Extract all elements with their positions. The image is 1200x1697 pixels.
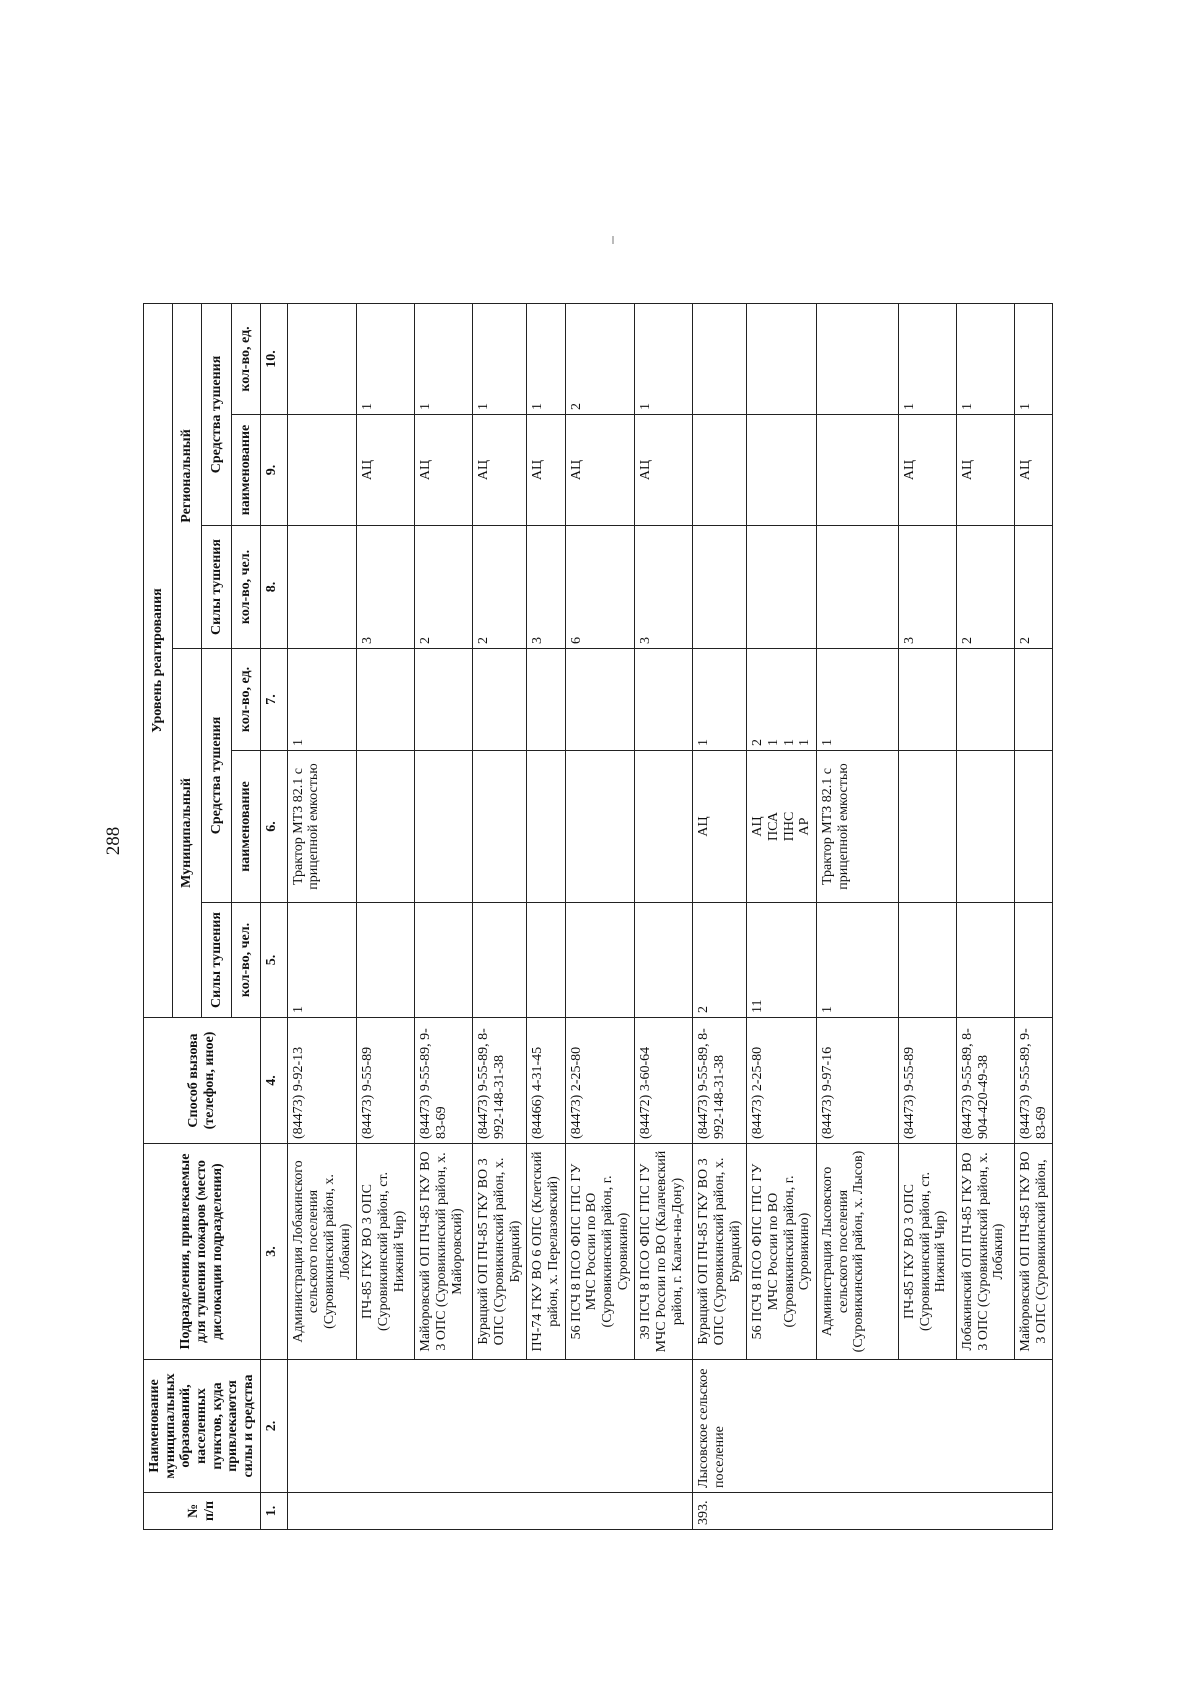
header-r-means: Средства тушения — [202, 303, 231, 525]
cell-m-means — [473, 751, 527, 903]
table-row — [473, 39, 527, 1529]
cell-r-forces — [287, 526, 357, 649]
table-row — [817, 39, 899, 1529]
cell-m-means — [957, 751, 1015, 903]
cell-m-forces: 1 — [817, 903, 899, 1018]
cell-r-forces: 3 — [635, 526, 693, 649]
cell-num — [899, 1493, 957, 1530]
cell-call: (84473) 9-55-89, 8-904-420-49-38 — [957, 1018, 1015, 1144]
cell-m-means: Трактор МТЗ 82.1 с прицепной емкостью — [817, 751, 899, 903]
cell-m-forces — [473, 903, 527, 1018]
cell-r-qty: 1 — [527, 303, 565, 414]
cell-m-qty — [899, 649, 957, 751]
cell-unit: 56 ПСЧ 8 ПСО ФПС ГПС ГУ МЧС России по ВО (Суровикинский район, г. Суровикино) — [565, 1144, 635, 1360]
table-body — [287, 39, 1053, 1529]
cell-mun — [1015, 1360, 1053, 1493]
cell-m-means — [527, 751, 565, 903]
cell-m-qty — [1015, 649, 1053, 751]
cell-r-qty — [817, 303, 899, 414]
cell-m-qty — [957, 649, 1015, 751]
cell-r-means — [747, 415, 817, 526]
cell-r-qty: 1 — [1015, 303, 1053, 414]
cell-num: 393. — [693, 1493, 747, 1530]
col-number: 7. — [260, 649, 287, 751]
cell-m-means — [357, 751, 415, 903]
cell-m-forces — [635, 903, 693, 1018]
cell-call: (84473) 9-92-13 — [287, 1018, 357, 1144]
header-call: Способ вызова (телефон, иное) — [144, 1018, 261, 1144]
cell-unit: Майоровский ОП ПЧ-85 ГКУ ВО 3 ОПС (Суровикинский район, х. Майоровский) — [415, 1144, 473, 1360]
cell-r-forces — [747, 526, 817, 649]
cell-r-forces: 2 — [1015, 526, 1053, 649]
cell-unit: ПЧ-85 ГКУ ВО 3 ОПС (Суровикинский район, ст. Нижний Чир) — [899, 1144, 957, 1360]
cell-r-forces: 3 — [527, 526, 565, 649]
col-number: 5. — [260, 903, 287, 1018]
cell-num — [635, 1493, 693, 1530]
cell-call: (84473) 2-25-80 — [747, 1018, 817, 1144]
cell-mun — [357, 1360, 415, 1493]
cell-m-forces — [1015, 903, 1053, 1018]
header-municipality: Наименование муниципальных образований, населенных пунктов, куда привлекаются силы и средства — [144, 1360, 261, 1493]
cell-r-qty: 1 — [899, 303, 957, 414]
cell-m-means: Трактор МТЗ 82.1 с прицепной емкостью — [287, 751, 357, 903]
cell-unit: Лобакинский ОП ПЧ-85 ГКУ ВО 3 ОПС (Суровикинский район, х. Лобакин) — [957, 1144, 1015, 1360]
cell-m-qty — [635, 649, 693, 751]
cell-r-means: АЦ — [635, 415, 693, 526]
cell-r-forces: 3 — [899, 526, 957, 649]
cell-num — [565, 1493, 635, 1530]
cell-m-forces: 11 — [747, 903, 817, 1018]
cell-unit: Майоровский ОП ПЧ-85 ГКУ ВО 3 ОПС (Суровикинский район, — [1015, 1144, 1053, 1360]
cell-m-qty — [473, 649, 527, 751]
cell-num — [287, 1493, 357, 1530]
cell-r-qty — [287, 303, 357, 414]
table-row — [527, 39, 565, 1529]
cell-r-means: АЦ — [527, 415, 565, 526]
cell-call: (84473) 9-55-89, 9-83-69 — [1015, 1018, 1053, 1144]
cell-r-means: АЦ — [957, 415, 1015, 526]
cell-m-means — [899, 751, 957, 903]
table-row — [415, 39, 473, 1529]
cell-unit: ПЧ-85 ГКУ ВО 3 ОПС (Суровикинский район, ст. Нижний Чир) — [357, 1144, 415, 1360]
cell-call: (84473) 9-55-89 — [357, 1018, 415, 1144]
page-number: 288 — [103, 826, 124, 856]
cell-num — [747, 1493, 817, 1530]
table-row — [287, 39, 357, 1529]
cell-r-qty: 1 — [473, 303, 527, 414]
cell-call: (84466) 4-31-45 — [527, 1018, 565, 1144]
header-municipal: Муниципальный — [173, 649, 202, 1018]
cell-m-qty: 1 — [693, 649, 747, 751]
header-r-persons: кол-во, чел. — [231, 526, 260, 649]
col-number: 4. — [260, 1018, 287, 1144]
header-num: № п/п — [144, 1493, 261, 1530]
cell-call: (84473) 9-97-16 — [817, 1018, 899, 1144]
cell-m-means: АЦ — [693, 751, 747, 903]
header-m-qty: кол-во, ед. — [231, 649, 260, 751]
cell-call: (84472) 3-60-64 — [635, 1018, 693, 1144]
cell-call: (84473) 9-55-89, 8-992-148-31-38 — [473, 1018, 527, 1144]
cell-m-qty: 2 1 1 1 — [747, 649, 817, 751]
cell-m-qty: 1 — [287, 649, 357, 751]
cell-unit: Администрация Лысовского сельского поселения (Суровикинский район, х. Лысов) — [817, 1144, 899, 1360]
cell-mun — [527, 1360, 565, 1493]
cell-r-means — [817, 415, 899, 526]
cell-r-qty: 1 — [635, 303, 693, 414]
cell-r-means — [693, 415, 747, 526]
cell-unit: Бурацкий ОП ПЧ-85 ГКУ ВО 3 ОПС (Суровикинский район, х. Бурацкий) — [473, 1144, 527, 1360]
cell-mun — [899, 1360, 957, 1493]
header-r-forces: Силы тушения — [202, 526, 231, 649]
rotated-table-wrapper — [143, 40, 1193, 1530]
cell-m-qty — [357, 649, 415, 751]
cell-m-qty — [565, 649, 635, 751]
cell-unit: ПЧ-74 ГКУ ВО 6 ОПС (Клетский район, х. Перелазовский) — [527, 1144, 565, 1360]
col-number: 6. — [260, 751, 287, 903]
header-m-means: Средства тушения — [202, 649, 231, 903]
cell-m-forces — [415, 903, 473, 1018]
cell-unit: Бурацкий ОП ПЧ-85 ГКУ ВО 3 ОПС (Суровикинский район, х. Бурацкий) — [693, 1144, 747, 1360]
cell-call: (84473) 9-55-89, 9-83-69 — [415, 1018, 473, 1144]
cell-mun — [635, 1360, 693, 1493]
cell-mun — [415, 1360, 473, 1493]
cell-r-means: АЦ — [899, 415, 957, 526]
header-m-persons: кол-во, чел. — [231, 903, 260, 1018]
col-number: 1. — [260, 1493, 287, 1530]
table-row — [693, 39, 747, 1529]
cell-num — [1015, 1493, 1053, 1530]
header-m-name: наименование — [231, 751, 260, 903]
cell-r-qty — [693, 303, 747, 414]
cell-mun: Лысовское сельское поселение — [693, 1360, 747, 1493]
cell-r-means: АЦ — [415, 415, 473, 526]
cell-m-forces: 2 — [693, 903, 747, 1018]
cell-m-means — [415, 751, 473, 903]
table-row — [957, 39, 1015, 1529]
cell-mun — [747, 1360, 817, 1493]
cell-call: (84473) 2-25-80 — [565, 1018, 635, 1144]
cell-m-means — [1015, 751, 1053, 903]
cell-mun — [817, 1360, 899, 1493]
cell-mun — [473, 1360, 527, 1493]
header-units: Подразделения, привлекаемые для тушения пожаров (место дислокации подразделения) — [144, 1144, 261, 1360]
table-row — [357, 39, 415, 1529]
forces-table — [143, 39, 1053, 1530]
table-row — [1015, 39, 1053, 1529]
cell-unit: Администрация Лобакинского сельского поселения (Суровикинский район, х. Лобакин) — [287, 1144, 357, 1360]
col-number: 3. — [260, 1144, 287, 1360]
cell-m-forces — [957, 903, 1015, 1018]
table-row — [899, 39, 957, 1529]
cell-r-forces: 6 — [565, 526, 635, 649]
cell-num — [415, 1493, 473, 1530]
blank-margin — [144, 39, 288, 303]
col-number: 8. — [260, 526, 287, 649]
cell-r-qty: 1 — [957, 303, 1015, 414]
cell-r-qty: 2 — [565, 303, 635, 414]
cell-mun — [287, 1360, 357, 1493]
cell-unit: 39 ПСЧ 8 ПСО ФПС ГПС ГУ МЧС России по ВО (Калачевский район, г. Калач-на-Дону) — [635, 1144, 693, 1360]
cell-m-forces — [527, 903, 565, 1018]
cell-num — [473, 1493, 527, 1530]
table-row — [635, 39, 693, 1529]
cell-r-forces — [817, 526, 899, 649]
cell-r-qty — [747, 303, 817, 414]
cell-r-means: АЦ — [473, 415, 527, 526]
cell-r-means: АЦ — [565, 415, 635, 526]
cell-m-forces — [565, 903, 635, 1018]
cell-r-forces: 3 — [357, 526, 415, 649]
cell-r-forces — [693, 526, 747, 649]
header-regional: Региональный — [173, 303, 202, 648]
header-r-qty: кол-во, ед. — [231, 303, 260, 414]
header-row-1 — [144, 39, 173, 1529]
cell-call: (84473) 9-55-89 — [899, 1018, 957, 1144]
cell-num — [357, 1493, 415, 1530]
cell-m-forces — [357, 903, 415, 1018]
col-number: 10. — [260, 303, 287, 414]
cell-call: (84473) 9-55-89, 8-992-148-31-38 — [693, 1018, 747, 1144]
cell-m-forces: 1 — [287, 903, 357, 1018]
col-number: 9. — [260, 415, 287, 526]
cell-mun — [565, 1360, 635, 1493]
table-row — [565, 39, 635, 1529]
cell-r-forces: 2 — [473, 526, 527, 649]
header-r-name: наименование — [231, 415, 260, 526]
header-m-forces: Силы тушения — [202, 903, 231, 1018]
cell-r-means: АЦ — [1015, 415, 1053, 526]
cell-num — [527, 1493, 565, 1530]
header-response-level: Уровень реагирования — [144, 303, 173, 1017]
cell-m-means — [635, 751, 693, 903]
table-row — [747, 39, 817, 1529]
col-number: 2. — [260, 1360, 287, 1493]
cell-unit: 56 ПСЧ 8 ПСО ФПС ГПС ГУ МЧС России по ВО (Суровикинский район, г. Суровикино) — [747, 1144, 817, 1360]
cell-num — [817, 1493, 899, 1530]
cell-m-qty — [527, 649, 565, 751]
cell-m-forces — [899, 903, 957, 1018]
cell-m-qty: 1 — [817, 649, 899, 751]
cell-mun — [957, 1360, 1015, 1493]
cell-m-means: АЦ ПСА ПНС АР — [747, 751, 817, 903]
cell-r-forces: 2 — [957, 526, 1015, 649]
cell-r-qty: 1 — [357, 303, 415, 414]
cell-r-means — [287, 415, 357, 526]
cell-r-means: АЦ — [357, 415, 415, 526]
cell-m-means — [565, 751, 635, 903]
cell-m-qty — [415, 649, 473, 751]
cell-r-qty: 1 — [415, 303, 473, 414]
cell-num — [957, 1493, 1015, 1530]
cell-r-forces: 2 — [415, 526, 473, 649]
